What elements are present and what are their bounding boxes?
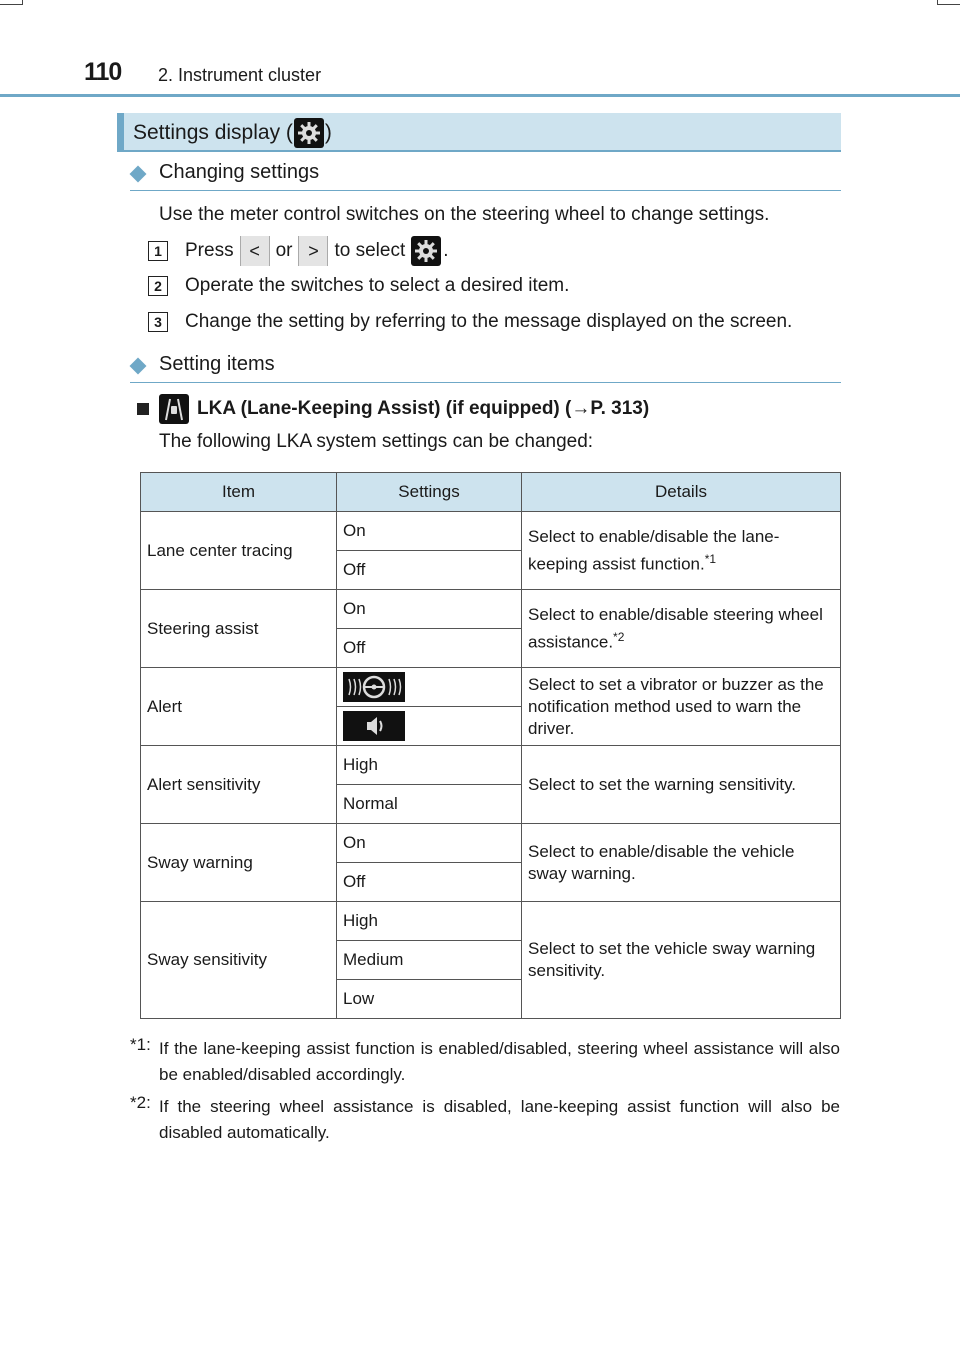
table-header-row [141,473,841,512]
item-cell: Steering assist [141,590,337,668]
diamond-bullet-icon [130,166,147,183]
setting-cell: Low [337,980,522,1019]
footnote-mark: *1: [130,1035,151,1054]
setting-cell: On [337,590,522,629]
footnote-2 [130,1094,840,1146]
step-text: Change the setting by referring to the message displayed on the screen. [185,311,793,332]
table-row [141,512,841,551]
header-settings: Settings [337,473,522,512]
step-2 [148,275,569,297]
step-number: 1 [148,241,168,261]
step-text: to select [334,240,406,261]
step-number: 2 [148,276,168,296]
header-details: Details [522,473,841,512]
left-arrow-key-icon: < [240,236,270,266]
crop-mark-top-left [0,4,22,5]
footnote-1 [130,1036,840,1088]
lka-title: LKA (Lane-Keeping Assist) (if equipped) (→P. 313) [197,398,650,419]
steering-vibration-icon [343,672,405,702]
settings-gear-icon [294,118,324,148]
step-text: Press [185,240,234,261]
footnote-ref: *1 [704,551,717,566]
table-row [141,824,841,863]
lane-keeping-icon [159,394,189,424]
intro-text: Use the meter control switches on the steering wheel to change settings. [159,204,770,225]
footnote-ref: *2 [613,629,625,644]
table-row [141,590,841,629]
setting-cell: On [337,824,522,863]
details-cell: Select to set the warning sensitivity. [522,746,841,824]
item-cell: Alert sensitivity [141,746,337,824]
item-cell: Lane center tracing [141,512,337,590]
item-cell: Alert [141,668,337,746]
item-cell: Sway warning [141,824,337,902]
crop-mark-top-right-v [937,0,938,5]
details-cell: Select to enable/disable the vehicle sway warning. [522,824,841,902]
subhead-label: Changing settings [159,161,320,183]
table-row [141,746,841,785]
setting-cell: Off [337,863,522,902]
section-title-bar [117,113,841,152]
footnote-text: If the steering wheel assistance is disabled, lane-keeping assist function will also be disabled automatically. [159,1097,840,1142]
item-cell: Sway sensitivity [141,902,337,1019]
details-cell: Select to set a vibrator or buzzer as the notification method used to warn the driver. [522,668,841,746]
header-item: Item [141,473,337,512]
setting-cell [337,668,522,707]
step-3 [148,311,792,333]
chapter-title: 2. Instrument cluster [158,65,322,85]
setting-cell [337,707,522,746]
section-title-prefix: Settings display ( [133,121,293,144]
setting-cell: High [337,746,522,785]
lka-intro: The following LKA system settings can be changed: [159,431,594,452]
buzzer-icon [343,711,405,741]
setting-cell: Off [337,551,522,590]
step-text: Operate the switches to select a desired item. [185,275,570,296]
diamond-bullet-icon [130,358,147,375]
setting-cell: Off [337,629,522,668]
details-cell: Select to set the vehicle sway warning sensitivity. [522,902,841,1019]
page-number: 110 [84,58,122,86]
setting-cell: High [337,902,522,941]
lka-settings-table [140,472,841,1019]
header-rule [0,94,960,97]
details-text: Select to enable/disable the lane-keeping assist function. [528,526,780,574]
settings-gear-icon [411,236,441,266]
crop-mark-top-right [938,4,960,5]
table-row [141,668,841,707]
square-bullet-icon [137,403,149,415]
page-header [0,54,960,98]
setting-cell: On [337,512,522,551]
step-1 [148,236,449,266]
step-number: 3 [148,312,168,332]
subhead-setting-items [130,352,841,383]
setting-cell: Medium [337,941,522,980]
section-title [133,118,332,148]
details-text: Select to enable/disable steering wheel assistance. [528,604,823,652]
subhead-changing-settings [130,160,841,191]
details-cell [522,512,841,590]
subhead-label: Setting items [159,353,275,375]
table-row [141,902,841,941]
footnote-mark: *2: [130,1093,151,1112]
footnote-text: If the lane-keeping assist function is enabled/disabled, steering wheel assistance will also be enabled/disabled accordingly. [159,1039,840,1084]
section-title-suffix: ) [324,121,332,144]
right-arrow-key-icon: > [298,236,328,266]
setting-cell: Normal [337,785,522,824]
details-cell [522,590,841,668]
section-accent [117,113,124,150]
lka-heading [137,394,649,424]
step-text: or [275,240,293,261]
step-text: . [443,240,449,261]
crop-mark-top-left-v [22,0,23,5]
